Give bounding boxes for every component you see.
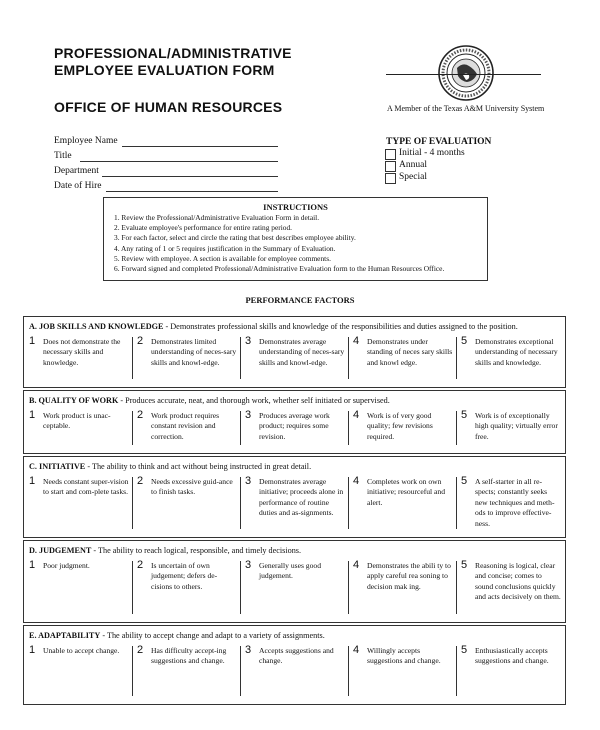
section-heading-title: B. QUALITY OF WORK (29, 396, 119, 405)
instruction-item: 4. Any rating of 1 or 5 requires justification in the Summary of Evaluation. (114, 243, 336, 253)
section-heading (29, 462, 311, 471)
column-divider (348, 477, 349, 529)
rating-description: Demonstrates average understanding of neces-sary skills and knowl-edge. (259, 337, 345, 367)
section-heading (29, 631, 325, 640)
rating-number: 1 (29, 409, 36, 421)
rating-description: Demonstrates exceptional understanding of necessary skills and knowledge. (475, 337, 558, 367)
rating-number: 4 (353, 335, 360, 347)
column-divider (132, 337, 133, 379)
column-divider (456, 477, 457, 529)
rating-description: Demonstrates limited understanding of neces-sary skills and knowl-edge. (151, 337, 237, 367)
rating-option-1[interactable] (29, 644, 124, 702)
section-c (23, 456, 566, 538)
rating-description: Completes work on own initiative; resourceful and alert. (367, 477, 446, 507)
section-d (23, 540, 566, 623)
rating-number: 3 (245, 475, 252, 487)
column-divider (240, 646, 241, 696)
section-heading-title: D. JUDGEMENT (29, 546, 92, 555)
rating-description: Does not demonstrate the necessary skills and knowledge. (43, 337, 121, 367)
section-heading-description: - The ability to think and act without being instructed in great detail. (85, 462, 312, 471)
rating-number: 5 (461, 559, 468, 571)
column-divider (348, 337, 349, 379)
department-label: Department (54, 166, 99, 176)
rating-number: 4 (353, 475, 360, 487)
title-field[interactable] (80, 161, 278, 162)
rating-option-4[interactable] (353, 475, 448, 535)
rating-number: 2 (137, 559, 144, 571)
column-divider (456, 411, 457, 445)
rating-description: Is uncertain of own judgement; defers de-cisions to others. (151, 561, 218, 591)
section-heading-description: - Produces accurate, neat, and thorough work, whether self initiated or supervised. (118, 396, 390, 405)
university-seal-icon (437, 44, 495, 102)
rating-number: 3 (245, 335, 252, 347)
title-label: Title (54, 151, 72, 161)
rating-number: 2 (137, 644, 144, 656)
rating-number: 4 (353, 644, 360, 656)
rating-number: 2 (137, 409, 144, 421)
rating-description: Produces average work product; requires some revision. (259, 411, 330, 441)
column-divider (240, 337, 241, 379)
rating-option-3[interactable] (245, 475, 344, 535)
rating-number: 5 (461, 475, 468, 487)
rating-number: 4 (353, 559, 360, 571)
annual-checkbox[interactable] (385, 161, 396, 172)
column-divider (132, 646, 133, 696)
rating-option-1[interactable] (29, 409, 124, 451)
rating-option-5[interactable] (461, 644, 556, 702)
section-a (23, 316, 566, 388)
rating-description: Demonstrates the abili ty to apply careful rea soning to decision mak ing. (367, 561, 451, 591)
rating-option-1[interactable] (29, 559, 124, 620)
rating-description: Needs constant super-vision to start and com-plete tasks. (43, 477, 129, 497)
rating-option-3[interactable] (245, 644, 340, 702)
rating-number: 1 (29, 475, 36, 487)
rating-description: Needs excessive guid-ance to finish tasks. (151, 477, 233, 497)
rating-option-4[interactable] (353, 409, 448, 451)
section-heading (29, 546, 301, 555)
initial-option-label: Initial - 4 months (399, 148, 465, 158)
rating-number: 3 (245, 644, 252, 656)
rating-number: 5 (461, 644, 468, 656)
initial-checkbox[interactable] (385, 149, 396, 160)
instruction-item: 2. Evaluate employee's performance for entire rating period. (114, 223, 293, 233)
form-title-line2: EMPLOYEE EVALUATION FORM (54, 62, 275, 78)
rating-description: Demonstrates under standing of neces sary skills and knowl edge. (367, 337, 453, 367)
rating-option-5[interactable] (461, 335, 556, 385)
rating-option-2[interactable] (137, 335, 237, 385)
rating-number: 1 (29, 559, 36, 571)
rating-option-2[interactable] (137, 559, 232, 620)
office-title: OFFICE OF HUMAN RESOURCES (54, 99, 283, 115)
instruction-item: 5. Review with employee. A section is available for employee comments. (114, 253, 331, 263)
rating-option-1[interactable] (29, 475, 129, 535)
rating-option-4[interactable] (353, 335, 453, 385)
member-note: A Member of the Texas A&M University System (387, 104, 545, 113)
evaluation-type-title: TYPE OF EVALUATION (386, 137, 492, 147)
instruction-item: 3. For each factor, select and circle the rating that best describes employee ability. (114, 233, 356, 243)
section-heading (29, 322, 518, 331)
employee-name-field[interactable] (122, 146, 278, 147)
section-heading-title: C. INITIATIVE (29, 462, 86, 471)
rating-description: Willingly accepts suggestions and change. (367, 646, 441, 666)
rating-option-4[interactable] (353, 559, 451, 620)
date-of-hire-label: Date of Hire (54, 181, 102, 191)
instructions-list (114, 213, 487, 274)
rating-description: Has difficulty accept-ing suggestions and change. (151, 646, 227, 666)
rating-description: Accepts suggestions and change. (259, 646, 334, 666)
rating-option-5[interactable] (461, 475, 556, 535)
section-heading (29, 396, 390, 405)
column-divider (132, 477, 133, 529)
section-heading-description: - The ability to accept change and adapt to a variety of assignments. (100, 631, 325, 640)
department-field[interactable] (102, 176, 278, 177)
rating-description: Work product requires constant revision and correction. (151, 411, 220, 441)
rating-number: 1 (29, 644, 36, 656)
performance-factors-title: PERFORMANCE FACTORS (245, 295, 355, 305)
rating-number: 5 (461, 335, 468, 347)
rating-number: 4 (353, 409, 360, 421)
date-of-hire-field[interactable] (106, 191, 278, 192)
section-heading-title: A. JOB SKILLS AND KNOWLEDGE (29, 322, 164, 331)
rating-option-3[interactable] (245, 559, 340, 620)
column-divider (132, 411, 133, 445)
rating-description: Work is of very good quality; few revisions required. (367, 411, 433, 441)
section-e (23, 625, 566, 705)
rating-option-4[interactable] (353, 644, 448, 702)
section-b (23, 390, 566, 454)
instructions-title: INSTRUCTIONS (263, 202, 328, 212)
annual-option-label: Annual (399, 160, 427, 170)
rating-description: Unable to accept change. (43, 646, 120, 655)
column-divider (348, 561, 349, 614)
rating-description: Generally uses good judgement. (259, 561, 321, 581)
rating-option-1[interactable] (29, 335, 124, 385)
column-divider (348, 411, 349, 445)
rating-description: Work product is unac-ceptable. (43, 411, 111, 431)
rating-number: 3 (245, 409, 252, 421)
special-checkbox[interactable] (385, 173, 396, 184)
column-divider (240, 477, 241, 529)
column-divider (456, 646, 457, 696)
rating-option-2[interactable] (137, 409, 232, 451)
signature-line (386, 74, 541, 75)
column-divider (348, 646, 349, 696)
section-heading-description: - The ability to reach logical, responsible, and timely decisions. (91, 546, 302, 555)
instructions-box (103, 197, 488, 281)
special-option-label: Special (399, 172, 427, 182)
rating-description: A self-starter in all re-spects; constantly seeks new techniques and meth-ods to improve effective-ness. (475, 477, 555, 528)
rating-description: Poor judgment. (43, 561, 90, 570)
rating-number: 2 (137, 475, 144, 487)
section-heading-description: - Demonstrates professional skills and knowledge of the responsibilities and duties assigned to the position. (163, 322, 518, 331)
rating-description: Demonstrates average initiative; proceeds alone in performance of routine duties and as-signments. (259, 477, 344, 518)
employee-name-label: Employee Name (54, 136, 118, 146)
rating-option-2[interactable] (137, 475, 232, 535)
rating-number: 1 (29, 335, 36, 347)
column-divider (456, 561, 457, 614)
instruction-item: 1. Review the Professional/Administrative Evaluation Form in detail. (114, 213, 320, 222)
section-heading-title: E. ADAPTABILITY (29, 631, 101, 640)
rating-option-5[interactable] (461, 559, 561, 620)
rating-number: 3 (245, 559, 252, 571)
column-divider (132, 561, 133, 614)
rating-description: Work is of exceptionally high quality; virtually error free. (475, 411, 558, 441)
rating-number: 2 (137, 335, 144, 347)
column-divider (240, 561, 241, 614)
column-divider (240, 411, 241, 445)
rating-number: 5 (461, 409, 468, 421)
instruction-item: 6. Forward signed and completed Professional/Administrative Evaluation form to the Human Resources Office. (114, 264, 445, 274)
rating-option-3[interactable] (245, 409, 340, 451)
form-title-line1: PROFESSIONAL/ADMINISTRATIVE (54, 45, 292, 61)
rating-option-2[interactable] (137, 644, 232, 702)
rating-description: Reasoning is logical, clear and concise; comes to sound conclusions quickly and acts decisively on them. (475, 561, 561, 602)
rating-option-3[interactable] (245, 335, 345, 385)
column-divider (456, 337, 457, 379)
rating-option-5[interactable] (461, 409, 556, 451)
rating-description: Enthusiastically accepts suggestions and change. (475, 646, 549, 666)
